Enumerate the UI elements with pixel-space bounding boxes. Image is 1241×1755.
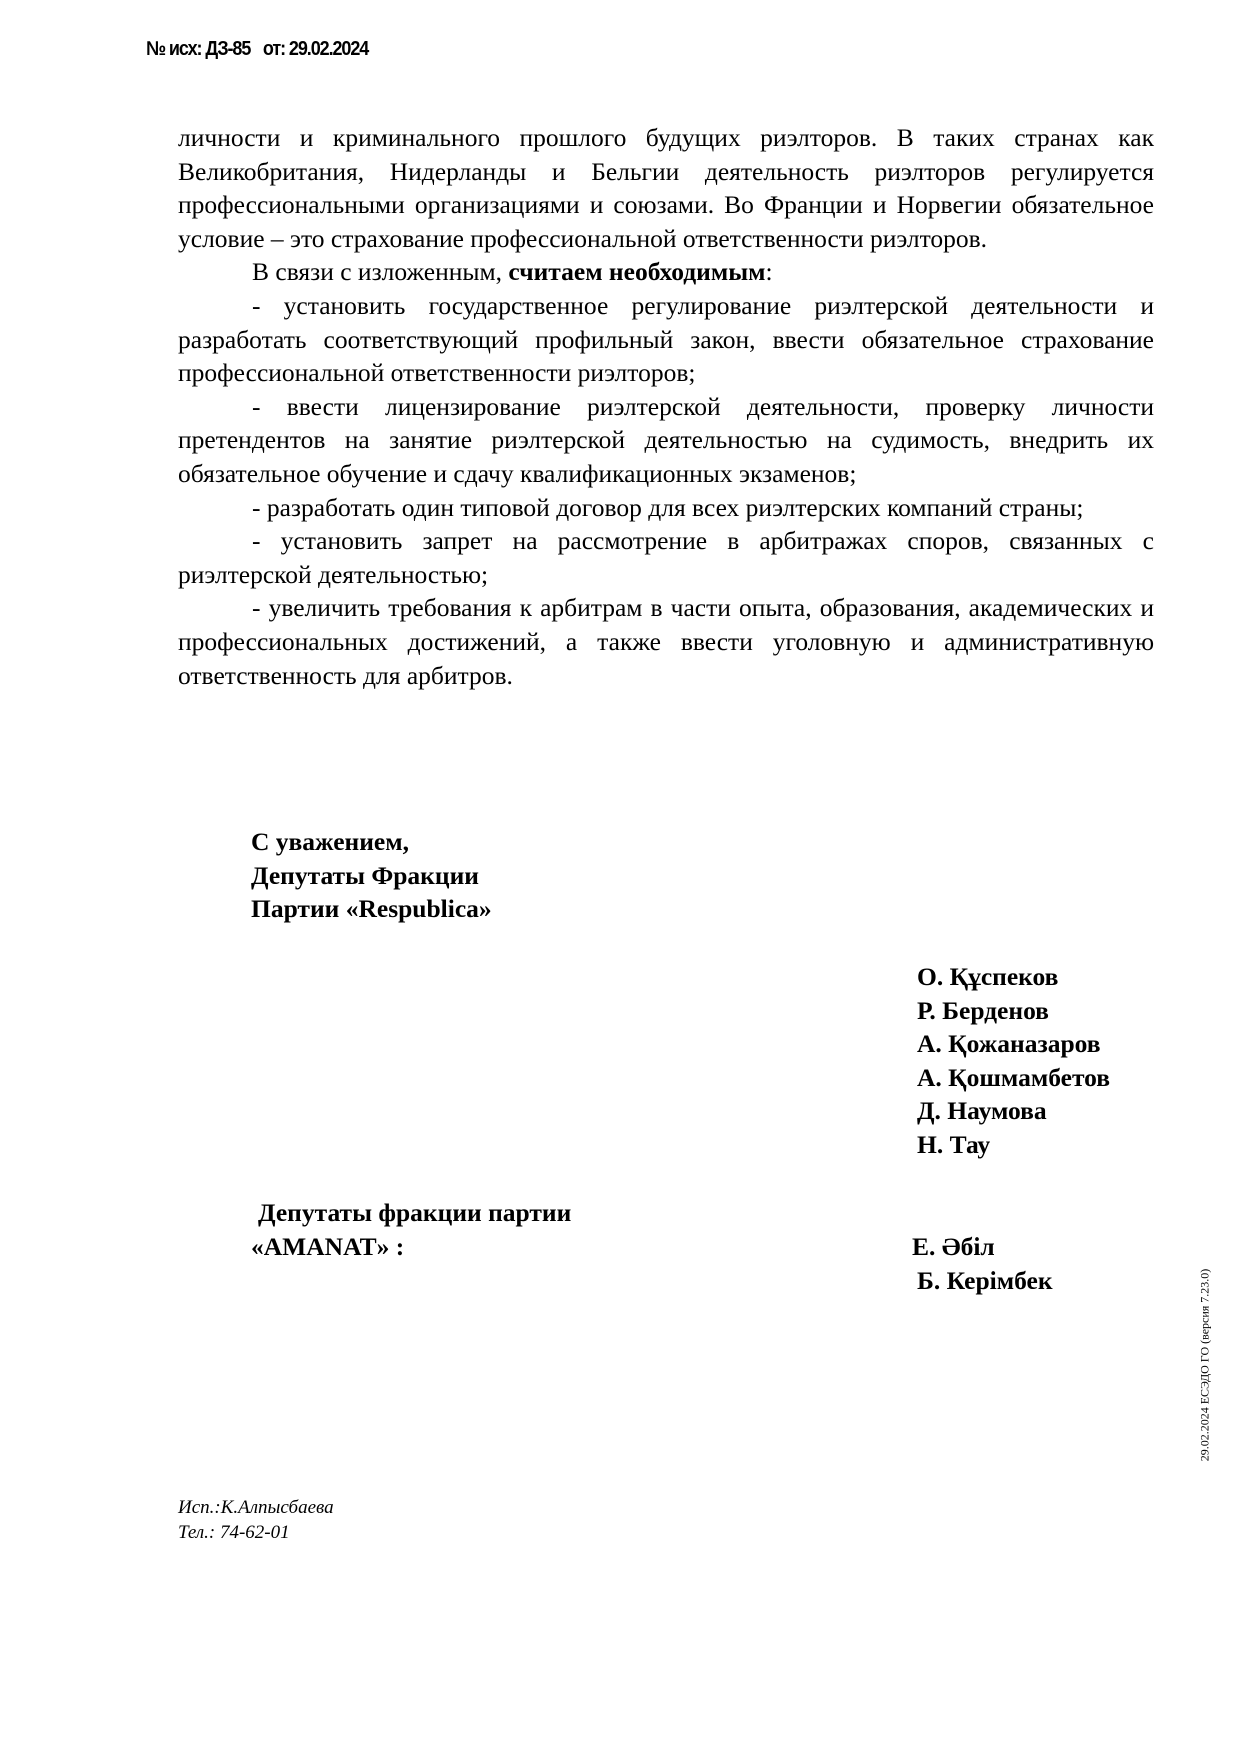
respublica-signers	[917, 960, 1110, 1162]
proposal-item: - ввести лицензирование риэлтерской деятельности, проверку личности претендентов на занятие риэлтерской деятельностью на судимость, внедрить их обязательное обучение и сдачу квалификационных экзаменов;	[178, 391, 1154, 488]
intro-emphasis: считаем необходимым	[508, 257, 766, 287]
signer-name: Н. Тау	[917, 1129, 991, 1159]
closing-faction: Депутаты Фракции	[251, 860, 479, 890]
proposal-item: - установить государственное регулирование риэлтерской деятельности и разработать соответствующий профильный закон, ввести обязательное страхование профессиональной ответственности риэлторов;	[178, 290, 1154, 388]
closing-party: Партии «Respublica»	[251, 894, 492, 924]
signer-name: Е. Әбіл	[912, 1232, 995, 1261]
amanat-signers	[912, 1230, 1053, 1297]
signer-name: А. Қошмамбетов	[917, 1062, 1111, 1092]
signer-name: О. Құспеков	[917, 962, 1059, 991]
signer-name: Б. Керімбек	[917, 1265, 1053, 1295]
amanat-label-line-1: Депутаты фракции партии	[258, 1198, 572, 1227]
body-paragraph-1: личности и криминального прошлого будущих риэлторов. В таких странах как Великобритания, Нидерланды и Бельгии деятельность риэлторов регулируется профессиональными организациями и союзами. Во Франции и Норвегии обязательное условие – это страхование профессиональной ответственности риэлторов.	[178, 123, 1154, 253]
closing-block	[251, 825, 492, 926]
outgoing-reference	[146, 38, 368, 61]
signer-name: А. Қожаназаров	[917, 1029, 1101, 1059]
edms-side-stamp	[1193, 1245, 1217, 1485]
executor-info	[178, 1495, 334, 1545]
reference-number: № исх: ДЗ-85	[146, 38, 251, 60]
closing-salutation: С уважением,	[251, 827, 409, 856]
letter-body	[178, 121, 1154, 692]
amanat-label-line-2: «AMANAT» :	[251, 1231, 405, 1261]
executor-name: Исп.:К.Алпысбаева	[178, 1497, 334, 1518]
executor-phone: Тел.: 74-62-01	[178, 1522, 290, 1543]
proposal-item: - разработать один типовой договор для всех риэлтерских компаний страны;	[252, 492, 1084, 522]
intro-text: В связи с изложенным,	[252, 257, 509, 287]
proposal-item: - установить запрет на рассмотрение в арбитражах споров, связанных с риэлтерской деятельностью;	[178, 526, 1154, 589]
reference-date: от: 29.02.2024	[262, 38, 369, 60]
signer-name: Д. Наумова	[917, 1096, 1047, 1126]
intro-colon: :	[765, 257, 773, 287]
body-paragraph-2	[178, 255, 1154, 289]
signer-name: Р. Берденов	[917, 995, 1049, 1025]
proposal-item: - увеличить требования к арбитрам в части опыта, образования, академических и профессиональных достижений, а также ввести уголовную и административную ответственность для арбитров.	[178, 593, 1154, 690]
edms-stamp-text: 29.02.2024 ЕСЭДО ГО (версия 7.23.0)	[1197, 1268, 1212, 1462]
amanat-faction-label	[251, 1196, 571, 1263]
